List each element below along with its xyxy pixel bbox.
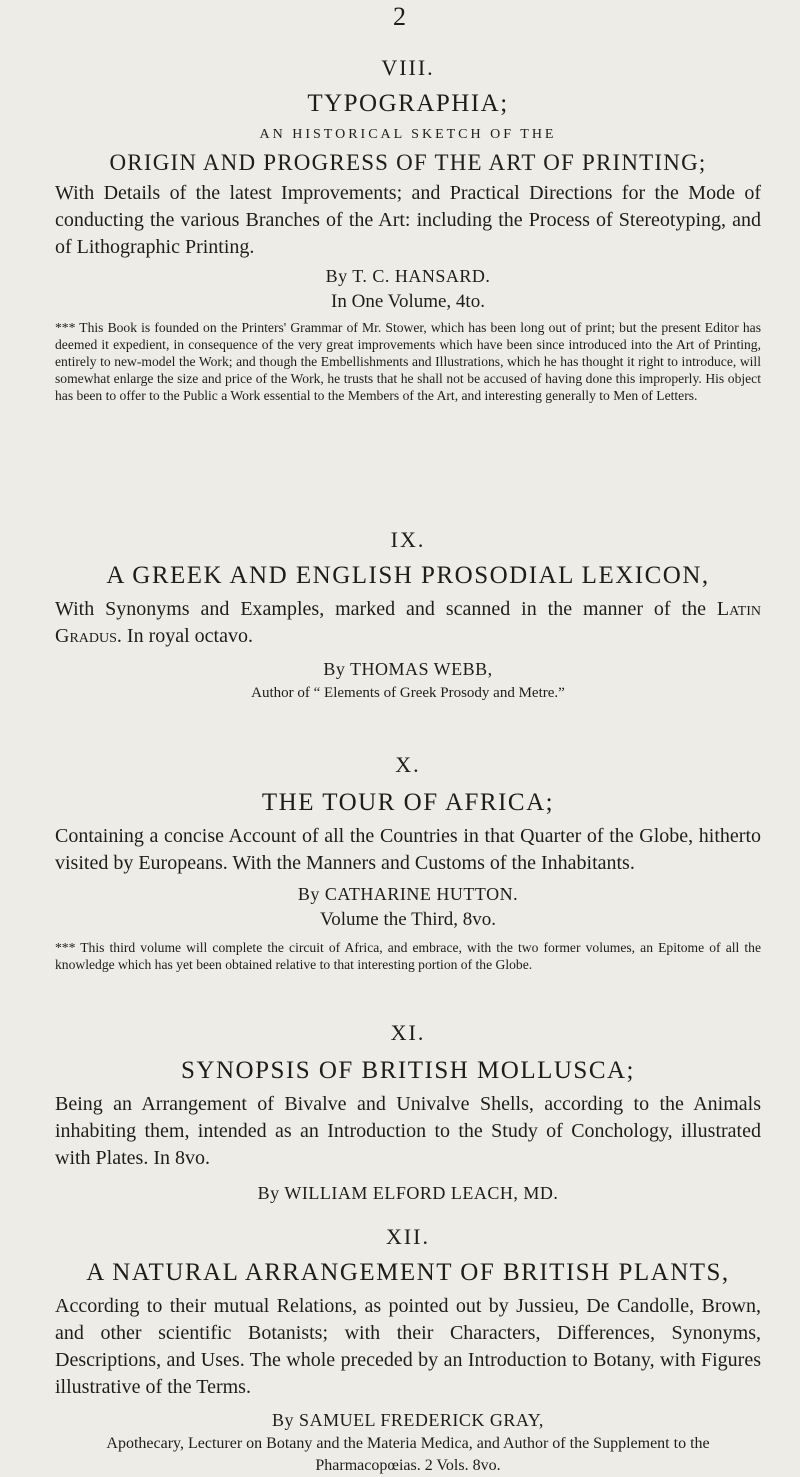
entry-british-plants [55, 1223, 761, 1477]
entry-title: TYPOGRAPHIA; [307, 90, 509, 117]
entry-description: With Details of the latest Improvements; and Practical Directions for the Mode of conducting the various Branches of the Art: including the Process of Stereotyping, and of Lithographic Printing. [55, 182, 761, 258]
entry-number: X. [395, 752, 421, 777]
entry-title: A GREEK AND ENGLISH PROSODIAL LEXICON, [106, 562, 710, 589]
description-text: With Synonyms and Examples, marked and scanned in the manner of the [55, 598, 717, 620]
entry-prosodial-lexicon [55, 526, 761, 704]
entry-typographia [55, 54, 761, 404]
entry-number: VIII. [381, 55, 435, 80]
entry-author-note: Apothecary, Lecturer on Botany and the Materia Medica, and Author of the Supplement to the Pharmacopœias. 2 Vols. 8vo. [106, 1435, 710, 1474]
entry-title: SYNOPSIS OF BRITISH MOLLUSCA; [181, 1057, 635, 1084]
entry-title: A NATURAL ARRANGEMENT OF BRITISH PLANTS, [86, 1259, 730, 1286]
entry-description: Containing a concise Account of all the Countries in that Quarter of the Globe, hitherto visited by Europeans. With the Manners and Customs of the Inhabitants. [55, 825, 761, 874]
entry-number: XI. [390, 1020, 426, 1045]
entry-subtitle: AN HISTORICAL SKETCH OF THE [259, 127, 557, 142]
description-small-caps: Latin Gradus [55, 598, 761, 647]
entry-number: XII. [385, 1224, 431, 1249]
entry-british-mollusca [55, 1019, 761, 1206]
entry-author: By WILLIAM ELFORD LEACH, MD. [257, 1183, 559, 1203]
entry-author: By T. C. HANSARD. [325, 266, 491, 286]
entry-description: Being an Arrangement of Bivalve and Univalve Shells, according to the Animals inhabiting them, intended as an Introduction to the Study of Conchology, illustrated with Plates. In 8vo. [55, 1093, 761, 1169]
entry-title-2: ORIGIN AND PROGRESS OF THE ART OF PRINTING; [109, 150, 707, 175]
entry-volume: In One Volume, 4to. [331, 291, 485, 312]
entry-description: According to their mutual Relations, as pointed out by Jussieu, De Candolle, Brown, and other scientific Botanists; with their Characters, Differences, Synonyms, Descriptions, and Uses. The whole preceded by an Introduction to Botany, with Figures illustrative of the Terms. [55, 1295, 761, 1398]
page-number: 2 [393, 2, 407, 31]
entry-tour-of-africa [55, 751, 761, 973]
entry-number: IX. [390, 527, 426, 552]
entry-author: By THOMAS WEBB, [323, 659, 493, 679]
description-text-end: . In royal octavo. [116, 625, 253, 647]
entry-note: *** This Book is founded on the Printers' Grammar of Mr. Stower, which has been long out of print; but the present Editor has deemed it expedient, in consequence of the very great improvements which have been since introduced into the Art of Printing, entirely to new-model the Work; and though the Embellishments and Illustrations, which he has thought it right to introduce, will somewhat enlarge the size and price of the Work, he trusts that he shall not be accused of having done this improperly. His object has been to offer to the Public a Work essential to the Members of the Art, and interesting generally to Men of Letters. [55, 320, 761, 403]
entry-description [55, 596, 761, 650]
entry-note: *** This third volume will complete the circuit of Africa, and embrace, with the two former volumes, an Epitome of all the knowledge which has yet been obtained relative to that interesting portion of the Globe. [55, 940, 761, 972]
entry-author: By CATHARINE HUTTON. [297, 884, 519, 904]
entry-title: THE TOUR OF AFRICA; [261, 789, 555, 816]
entry-volume: Volume the Third, 8vo. [319, 909, 497, 930]
entry-author-note: Author of “ Elements of Greek Prosody and Metre.” [251, 685, 565, 701]
entry-author: By SAMUEL FREDERICK GRAY, [272, 1410, 544, 1430]
